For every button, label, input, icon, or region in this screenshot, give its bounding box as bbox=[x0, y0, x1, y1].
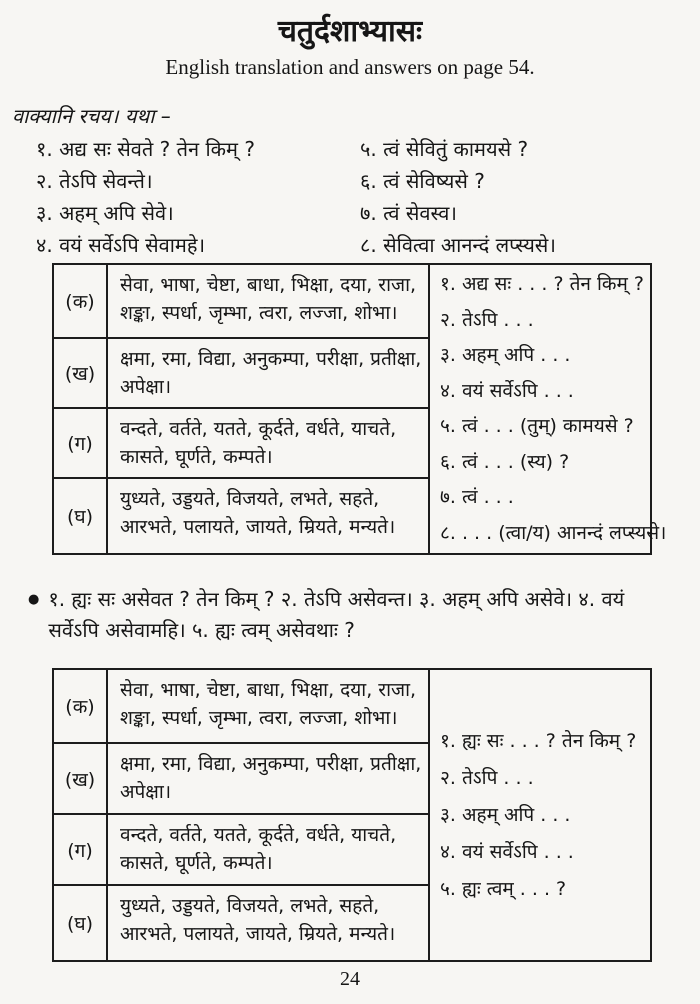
exercise-line: ४. वयं सर्वेऽपि . . . bbox=[440, 840, 574, 863]
exercise-line: ८. . . . (त्वा/य) आनन्दं लप्स्यसे। bbox=[440, 521, 667, 544]
page-subtitle: English translation and answers on page 54. bbox=[165, 55, 535, 79]
exercises-cell bbox=[430, 265, 666, 553]
words-cell: युध्यते, उड्डयते, विजयते, लभते, सहते, आरभते, पलायते, जायते, म्रियते, मन्यते। bbox=[108, 479, 430, 553]
words-cell: वन्दते, वर्तते, यतते, कूर्दते, वर्धते, याचते, कासते, घूर्णते, कम्पते। bbox=[108, 815, 430, 886]
example-item-4: ४. वयं सर्वेऽपि सेवामहे। bbox=[36, 233, 206, 257]
exercise-line: ३. अहम् अपि . . . bbox=[440, 803, 571, 826]
row-label-cell: (ख) bbox=[54, 744, 108, 815]
exercise-table-2 bbox=[52, 668, 652, 962]
example-item-1: १. अद्य सः सेवते ? तेन किम् ? bbox=[36, 137, 255, 161]
page-number: 24 bbox=[340, 968, 360, 990]
words-cell: वन्दते, वर्तते, यतते, कूर्दते, वर्धते, याचते, कासते, घूर्णते, कम्पते। bbox=[108, 409, 430, 479]
exercise-line: ५. त्वं . . . (तुम्) कामयसे ? bbox=[440, 415, 634, 437]
row-label-cell: (क) bbox=[54, 265, 108, 339]
exercise-line: ७. त्वं . . . bbox=[440, 486, 514, 508]
words-cell: क्षमा, रमा, विद्या, अनुकम्पा, परीक्षा, प्रतीक्षा, अपेक्षा। bbox=[108, 744, 430, 815]
words-cell: क्षमा, रमा, विद्या, अनुकम्पा, परीक्षा, प्रतीक्षा, अपेक्षा। bbox=[108, 339, 430, 409]
exercise-line: १. अद्य सः . . . ? तेन किम् ? bbox=[440, 273, 644, 295]
words-cell: युध्यते, उड्डयते, विजयते, लभते, सहते, आरभते, पलायते, जायते, म्रियते, मन्यते। bbox=[108, 886, 430, 960]
row-label-cell: (क) bbox=[54, 670, 108, 744]
exercise-line: ६. त्वं . . . (स्य) ? bbox=[440, 450, 570, 473]
example-column-right bbox=[360, 133, 676, 261]
words-cell: सेवा, भाषा, चेष्टा, बाधा, भिक्षा, दया, राजा, शङ्का, स्पर्धा, जृम्भा, त्वरा, लज्जा, शोभा। bbox=[108, 670, 430, 744]
example-sentence-list bbox=[36, 133, 676, 261]
exercises-cell bbox=[430, 670, 650, 960]
exercise-line: १. ह्यः सः . . . ? तेन किम् ? bbox=[440, 729, 637, 752]
exercise-line: ३. अहम् अपि . . . bbox=[440, 344, 571, 366]
exercise-line: २. तेऽपि . . . bbox=[440, 308, 534, 331]
example-column-left bbox=[36, 133, 360, 261]
row-label-cell: (घ) bbox=[54, 886, 108, 960]
example-item-6: ६. त्वं सेविष्यसे ? bbox=[360, 169, 485, 193]
instruction-line: वाक्यानि रचय। यथा – bbox=[12, 104, 171, 128]
exercise-line: ४. वयं सर्वेऽपि . . . bbox=[440, 379, 574, 402]
exercise-table-1 bbox=[52, 263, 667, 555]
example-item-5: ५. त्वं सेवितुं कामयसे ? bbox=[360, 137, 529, 161]
exercise-line: ५. ह्यः त्वम् . . . ? bbox=[440, 877, 567, 900]
row-label-cell: (घ) bbox=[54, 479, 108, 553]
example-item-8: ८. सेवित्वा आनन्दं लप्स्यसे। bbox=[360, 233, 556, 257]
bullet-icon: ● bbox=[28, 592, 40, 607]
row-label-cell: (ख) bbox=[54, 339, 108, 409]
bullet-text: १. ह्यः सः असेवत ? तेन किम् ? २. तेऽपि असेवन्त। ३. अहम् अपि असेवे। ४. वयं सर्वेऽपि असेवामहि। ५. ह्यः त्वम् असेवथाः ? bbox=[48, 587, 625, 642]
example-item-3: ३. अहम् अपि सेवे। bbox=[36, 201, 174, 225]
example-item-7: ७. त्वं सेवस्व। bbox=[360, 201, 458, 225]
row-label-cell: (ग) bbox=[54, 409, 108, 479]
page-title: चतुर्दशाभ्यासः bbox=[277, 14, 423, 49]
row-label-cell: (ग) bbox=[54, 815, 108, 886]
bullet-exercise-line bbox=[28, 584, 680, 646]
example-item-2: २. तेऽपि सेवन्ते। bbox=[36, 169, 153, 193]
words-cell: सेवा, भाषा, चेष्टा, बाधा, भिक्षा, दया, राजा, शङ्का, स्पर्धा, जृम्भा, त्वरा, लज्जा, शोभा। bbox=[108, 265, 430, 339]
exercise-line: २. तेऽपि . . . bbox=[440, 766, 534, 789]
